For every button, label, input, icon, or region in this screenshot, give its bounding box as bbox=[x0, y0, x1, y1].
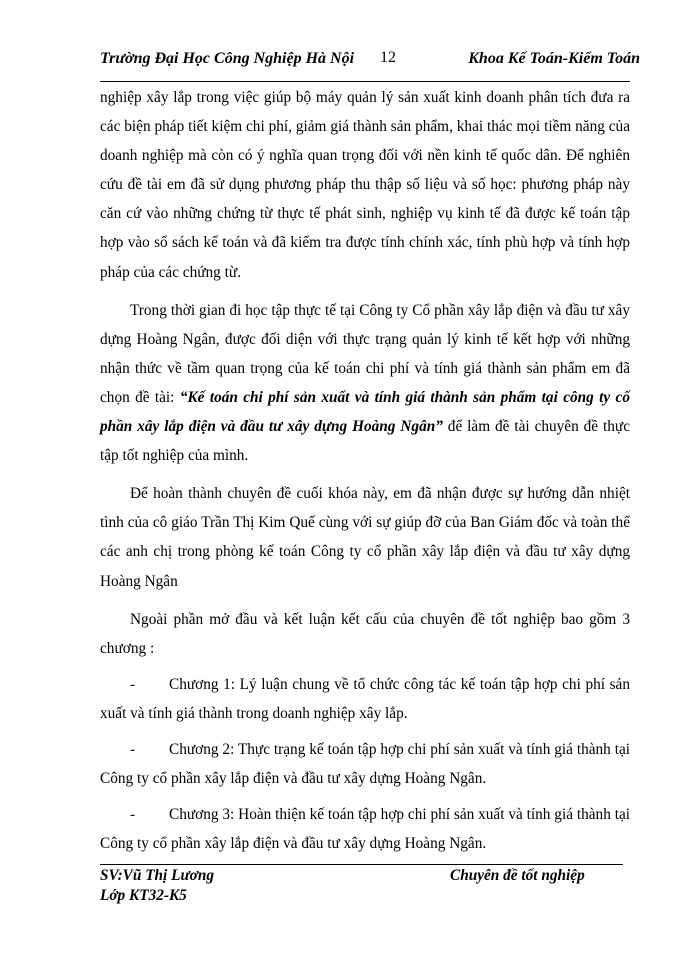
chapter-text: Chương 3: Hoàn thiện kế toán tập hợp chi phí sản xuất và tính giá thành tại Công ty cổ phần xây lắp điện và đầu tư xây dựng Hoàng Ngân. bbox=[100, 806, 630, 853]
department-name: Khoa Kế Toán-Kiểm Toán bbox=[468, 50, 640, 67]
document-body bbox=[100, 83, 630, 858]
paragraph-intro: nghiệp xây lắp trong việc giúp bộ máy quản lý sản xuất kinh doanh phân tích đưa ra các biện pháp tiết kiệm chi phí, giảm giá thành sản phẩm, khai thác mọi tiềm năng của doanh nghiệp mà còn có ý nghĩa quan trọng đối với nền kinh tế quốc dân. Để nghiên cứu đề tài em đã sử dụng phương pháp thu thập số liệu và số học: phương pháp này căn cứ vào những chứng từ thực tế phát sinh, nghiệp vụ kinh tế đã được kế toán tập hợp vào sổ sách kế toán và đã kiểm tra được tính chính xác, tính phù hợp và tính hợp pháp của các chứng từ. bbox=[100, 89, 630, 281]
bullet-dash: - bbox=[130, 675, 136, 693]
chapter-text: Chương 1: Lý luận chung về tổ chức công tác kế toán tập hợp chi phí sản xuất và tính giá thành trong doanh nghiệp xây lắp. bbox=[100, 675, 630, 722]
bullet-dash: - bbox=[130, 740, 136, 758]
student-name: SV:Vũ Thị Lương bbox=[100, 867, 215, 884]
document-type: Chuyên đề tốt nghiệp bbox=[450, 867, 585, 884]
page-number: 12 bbox=[380, 49, 396, 66]
topic-title: “Kế toán chi phí sản xuất và tính giá thành sản phẩm tại công ty cổ phần xây lắp điện và đầu tư xây dựng Hoàng Ngân” bbox=[100, 388, 630, 436]
school-name: Trường Đại Học Công Nghiệp Hà Nội bbox=[100, 50, 355, 67]
chapter-item-1 bbox=[100, 670, 630, 728]
paragraph-acknowledgement: Để hoàn thành chuyên đề cuối khóa này, em đã nhận được sự hướng dẫn nhiệt tình của cô giáo Trần Thị Kim Quế cùng với sự giúp đỡ của Ban Giám đốc và toàn thể các anh chị trong phòng kế toán Công ty cổ phần xây lắp điện và đầu tư xây dựng Hoàng Ngân bbox=[100, 485, 630, 590]
topic-tail-text: để làm đề tài chuyên đề thực tập tốt nghiệp của mình. bbox=[100, 418, 630, 465]
page-header bbox=[100, 50, 640, 70]
footer-divider bbox=[100, 864, 623, 865]
paragraph-topic bbox=[100, 296, 630, 471]
chapter-item-2 bbox=[100, 735, 630, 793]
header-divider bbox=[100, 81, 630, 82]
class-name: Lớp KT32-K5 bbox=[100, 887, 187, 904]
topic-lead-text: Trong thời gian đi học tập thực tế tại Công ty Cổ phần xây lắp điện và đầu tư xây dựng Hoàng Ngân, được đối diện với thực trạng quản lý kinh tế kết hợp với những nhận thức về tầm quan trọng của kế toán chi phí và tính giá thành sản phẩm em đã chọn đề tài: bbox=[100, 301, 630, 406]
paragraph-structure: Ngoài phần mở đầu và kết luận kết cấu của chuyên đề tốt nghiệp bao gồm 3 chương : bbox=[100, 610, 630, 657]
chapter-item-3 bbox=[100, 800, 630, 858]
bullet-dash: - bbox=[130, 806, 136, 824]
chapter-text: Chương 2: Thực trạng kế toán tập hợp chi phí sản xuất và tính giá thành tại Công ty cổ phần xây lắp điện và đầu tư xây dựng Hoàng Ngân. bbox=[100, 740, 630, 788]
